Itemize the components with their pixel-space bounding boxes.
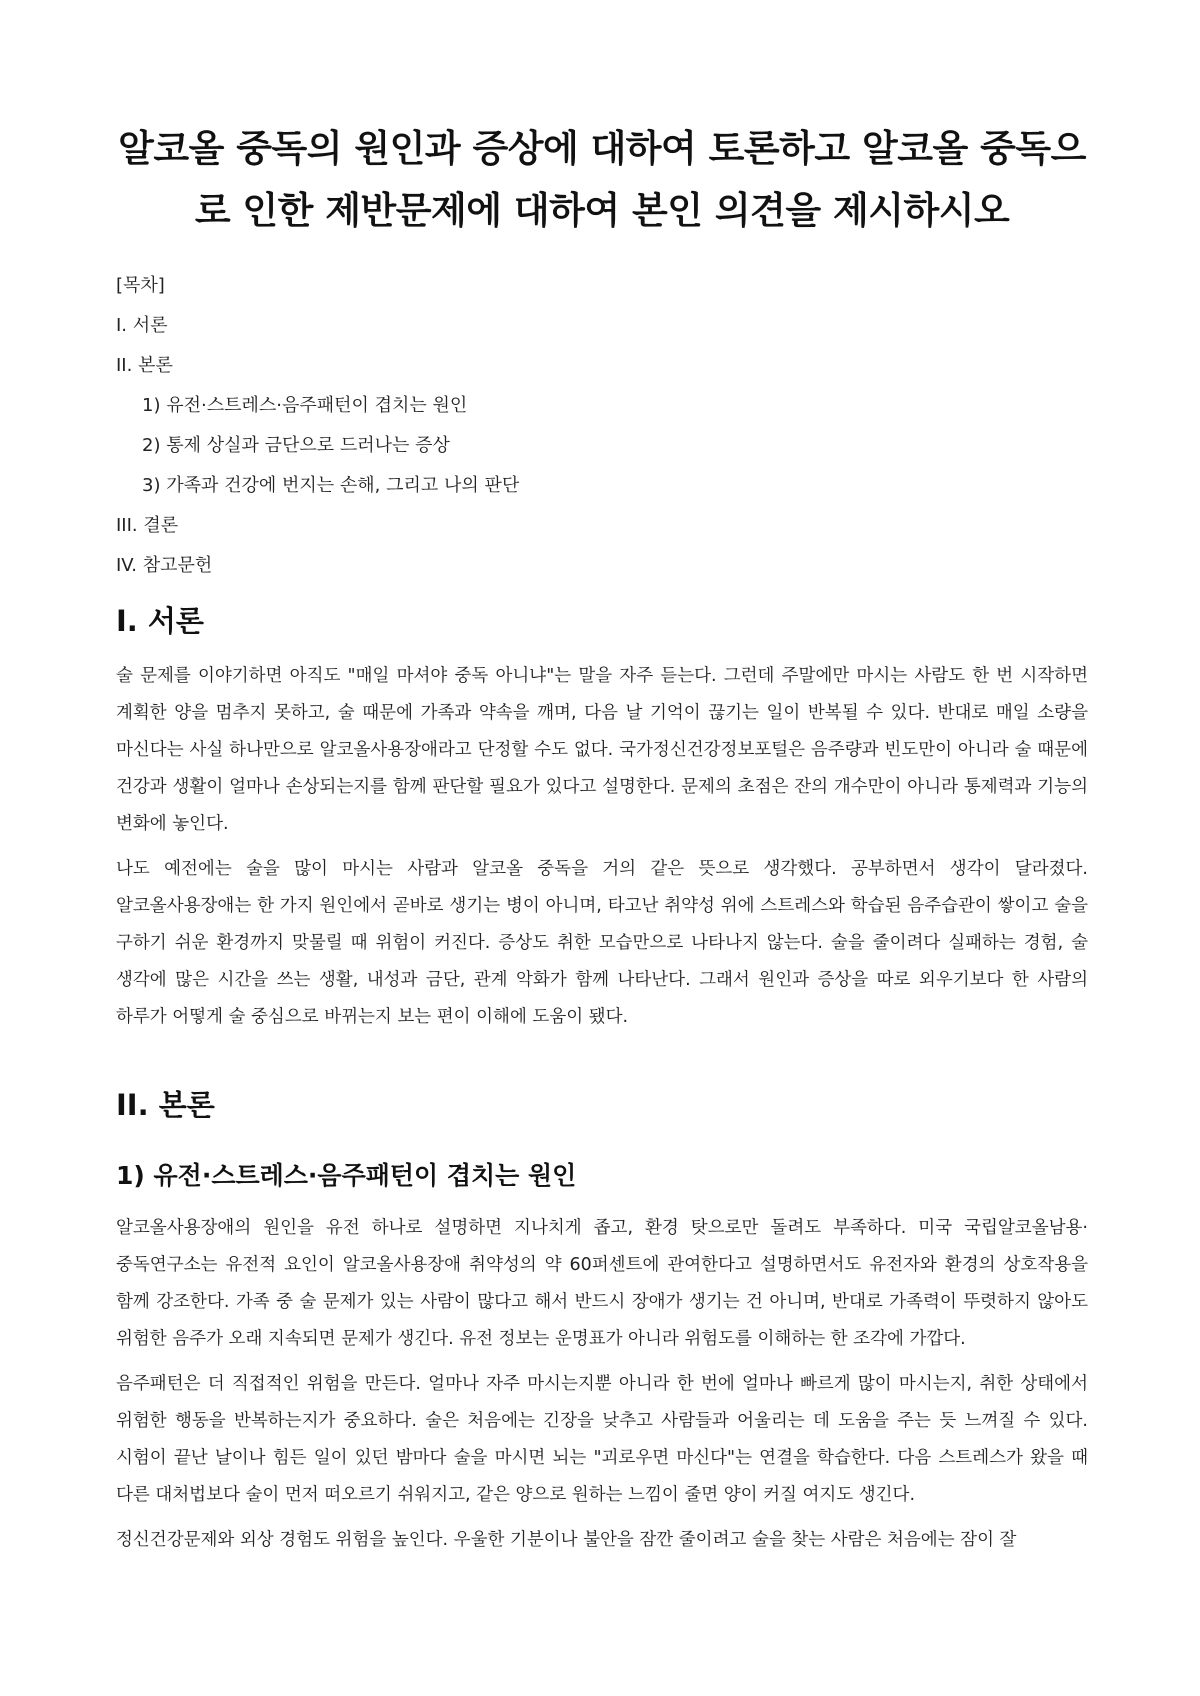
table-of-contents [116,266,1088,586]
toc-item-introduction: I. 서론 [116,315,168,336]
causes-paragraph: 정신건강문제와 외상 경험도 위험을 높인다. 우울한 기분이나 불안을 잠깐 줄이려고 술을 찾는 사람은 처음에는 잠이 잘 [116,1530,1017,1550]
document-title: 알코올 중독의 원인과 증상에 대하여 토론하고 알코올 중독으로 인한 제반문제에 대하여 본인 의견을 제시하시오 [118,127,1086,232]
section-spacer [116,1044,1088,1072]
toc-heading: [목차] [116,275,165,296]
introduction-paragraph: 나도 예전에는 술을 많이 마시는 사람과 알코올 중독을 거의 같은 뜻으로 생각했다. 공부하면서 생각이 달라졌다. 알코올사용장애는 한 가지 원인에서 곧바로 생기는 병이 아니며, 타고난 취약성 위에 스트레스와 학습된 음주습관이 쌓이고 술을 구하기 쉬운 환경까지 맞물릴 때 위험이 커진다. 증상도 취한 모습만으로 나타나지 않는다. 술을 줄이려다 실패하는 경험, 술 생각에 많은 시간을 쓰는 생활, 내성과 금단, 관계 악화가 함께 나타난다. 그래서 원인과 증상을 따로 외우기보다 한 사람의 하루가 어떻게 술 중심으로 바뀌는지 보는 편이 이해에 도움이 됐다. [116,859,1088,1027]
causes-subheading: 1) 유전·스트레스·음주패턴이 겹치는 원인 [116,1161,577,1190]
toc-item-references: IV. 참고문헌 [116,555,213,576]
causes-paragraph: 음주패턴은 더 직접적인 위험을 만든다. 얼마나 자주 마시는지뿐 아니라 한 번에 얼마나 빠르게 많이 마시는지, 취한 상태에서 위험한 행동을 반복하는지가 중요하다. 술은 처음에는 긴장을 낮추고 사람들과 어울리는 데 도움을 주는 듯 느껴질 수 있다. 시험이 끝난 날이나 힘든 일이 있던 밤마다 술을 마시면 뇌는 "괴로우면 마신다"는 연결을 학습한다. 다음 스트레스가 왔을 때 다른 대처법보다 술이 먼저 떠오르기 쉬워지고, 같은 양으로 원하는 느낌이 줄면 양이 커질 여지도 생긴다. [116,1374,1088,1505]
toc-item-symptoms: 2) 통제 상실과 금단으로 드러나는 증상 [142,435,450,456]
toc-item-conclusion: III. 결론 [116,515,179,536]
introduction-heading: I. 서론 [116,604,204,638]
toc-item-causes: 1) 유전·스트레스·음주패턴이 겹치는 원인 [142,395,468,416]
toc-item-harms-opinion: 3) 가족과 건강에 번지는 손해, 그리고 나의 판단 [142,475,520,496]
causes-paragraph: 알코올사용장애의 원인을 유전 하나로 설명하면 지나치게 좁고, 환경 탓으로만 돌려도 부족하다. 미국 국립알코올남용·중독연구소는 유전적 요인이 알코올사용장애 취약성의 약 60퍼센트에 관여한다고 설명하면서도 유전자와 환경의 상호작용을 함께 강조한다. 가족 중 술 문제가 있는 사람이 많다고 해서 반드시 장애가 생기는 건 아니며, 반대로 가족력이 뚜렷하지 않아도 위험한 음주가 오래 지속되면 문제가 생긴다. 유전 정보는 운명표가 아니라 위험도를 이해하는 한 조각에 가깝다. [116,1218,1088,1349]
toc-item-main-body: II. 본론 [116,355,173,376]
introduction-paragraph: 술 문제를 이야기하면 아직도 "매일 마셔야 중독 아니냐"는 말을 자주 듣는다. 그런데 주말에만 마시는 사람도 한 번 시작하면 계획한 양을 멈추지 못하고, 술 때문에 가족과 약속을 깨며, 다음 날 기억이 끊기는 일이 반복될 수 있다. 반대로 매일 소량을 마신다는 사실 하나만으로 알코올사용장애라고 단정할 수도 없다. 국가정신건강정보포털은 음주량과 빈도만이 아니라 술 때문에 건강과 생활이 얼마나 손상되는지를 함께 판단할 필요가 있다고 설명한다. 문제의 초점은 잔의 개수만이 아니라 통제력과 기능의 변화에 놓인다. [116,666,1088,834]
main-body-heading: II. 본론 [116,1088,215,1122]
